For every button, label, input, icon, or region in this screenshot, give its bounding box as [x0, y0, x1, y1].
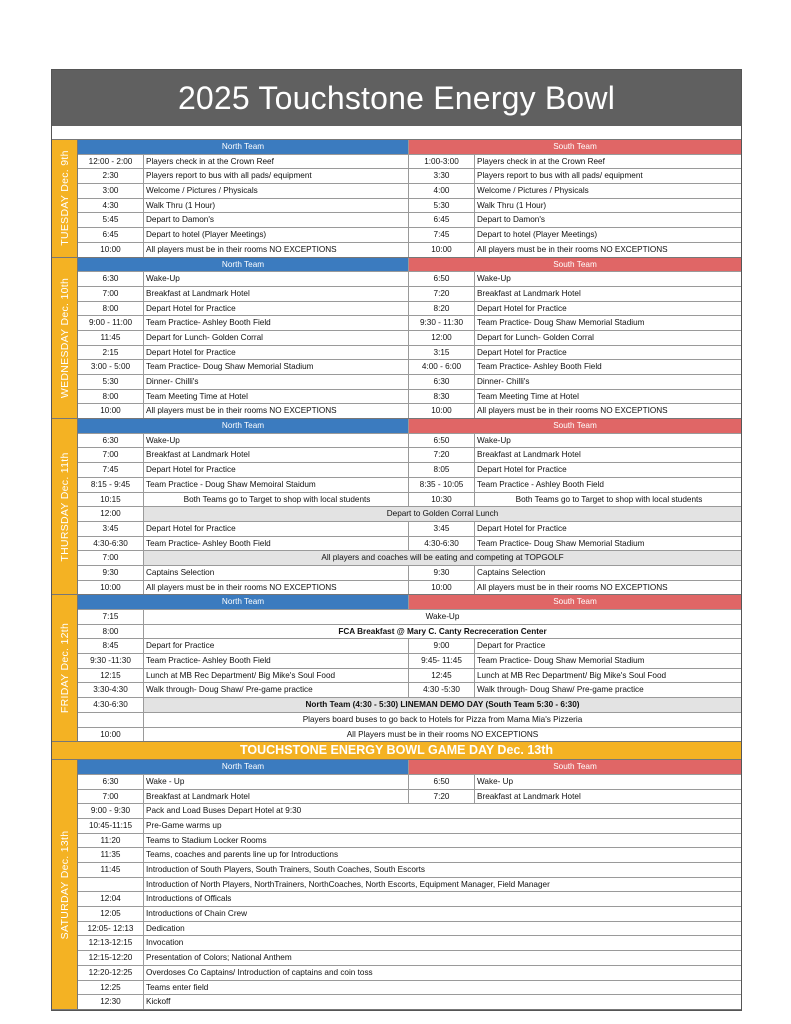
south-activity: Depart for Lunch- Golden Corral: [477, 332, 594, 342]
day-label-text: FRIDAY Dec. 12th: [58, 623, 71, 714]
north-time: 7:00: [78, 287, 144, 301]
north-time: 7:45: [78, 463, 144, 477]
day-rows: [78, 595, 741, 741]
south-time: 12:00: [409, 331, 475, 345]
north-time: 3:00: [78, 184, 144, 198]
schedule-row: [78, 907, 741, 922]
south-activity: Depart Hotel for Practice: [477, 465, 567, 475]
schedule-row: [78, 507, 741, 522]
day-label: [52, 140, 78, 257]
north-activity: Dinner- Chilli's: [144, 375, 409, 389]
south-time: 8:30: [409, 390, 475, 404]
north-time: 10:15: [78, 493, 144, 507]
south-time: 6:50: [409, 272, 475, 286]
north-activity: Team Practice- Doug Shaw Memorial Stadium: [144, 360, 409, 374]
schedule-row: [78, 669, 741, 684]
schedule-row: [78, 434, 741, 449]
north-time: 6:30: [78, 775, 144, 789]
north-time: 3:30-4:30: [78, 683, 144, 697]
south-time: 8:20: [409, 302, 475, 316]
shared-activity: Presentation of Colors; National Anthem: [146, 953, 292, 963]
schedule-row: [78, 316, 741, 331]
north-time: 12:20-12:25: [78, 966, 144, 980]
north-time: 6:30: [78, 272, 144, 286]
north-time: 12:13-12:15: [78, 936, 144, 950]
schedule-row: [78, 184, 741, 199]
day-block-wednesday: [52, 258, 741, 420]
south-time: 10:00: [409, 581, 475, 595]
schedule-row: [78, 155, 741, 170]
south-activity: Team Practice - Ashley Booth Field: [477, 479, 604, 489]
south-time: 10:00: [409, 404, 475, 418]
team-header-row: [78, 140, 741, 155]
north-time: 10:00: [78, 728, 144, 742]
schedule-row: [78, 493, 741, 508]
north-time: 12:30: [78, 995, 144, 1009]
north-time: 9:00 - 9:30: [78, 804, 144, 818]
shared-activity: Introductions of Chain Crew: [146, 909, 248, 919]
page-title: 2025 Touchstone Energy Bowl: [177, 79, 616, 116]
south-time: 1:00-3:00: [409, 155, 475, 169]
south-time: 4:00 - 6:00: [409, 360, 475, 374]
schedule-row: [78, 346, 741, 361]
schedule-row: [78, 228, 741, 243]
shared-activity: Wake-Up: [425, 612, 460, 621]
south-time: 6:30: [409, 375, 475, 389]
schedule-row: [78, 566, 741, 581]
north-activity: Breakfast at Landmark Hotel: [144, 790, 409, 804]
spacer: [52, 126, 741, 140]
north-activity: Wake-Up: [144, 272, 409, 286]
south-activity: All players must be in their rooms NO EXCEPTIONS: [477, 244, 668, 254]
schedule-row: [78, 804, 741, 819]
schedule-row: [78, 478, 741, 493]
schedule-sheet: [51, 69, 742, 1011]
north-activity: Team Practice- Ashley Booth Field: [144, 316, 409, 330]
south-activity: Team Practice- Doug Shaw Memorial Stadium: [477, 538, 645, 548]
north-activity: Depart Hotel for Practice: [144, 346, 409, 360]
shared-activity: Introductions of Officals: [146, 894, 232, 904]
south-activity: Welcome / Pictures / Physicals: [477, 186, 589, 196]
south-activity: Walk through- Doug Shaw/ Pre-game practice: [477, 685, 644, 695]
shared-activity: Overdoses Co Captains/ Introduction of captains and coin toss: [146, 967, 373, 977]
shared-activity: All Players must be in their rooms NO EXCEPTIONS: [346, 729, 539, 739]
north-time: 8:45: [78, 639, 144, 653]
north-activity: Depart Hotel for Practice: [144, 522, 409, 536]
south-time: 3:45: [409, 522, 475, 536]
north-time: 9:30 -11:30: [78, 654, 144, 668]
schedule-row: [78, 360, 741, 375]
south-time: 7:20: [409, 448, 475, 462]
south-time: 10:30: [409, 493, 475, 507]
schedule-row: [78, 243, 741, 257]
south-time: 9:45- 11:45: [409, 654, 475, 668]
south-activity: All players must be in their rooms NO EXCEPTIONS: [477, 582, 668, 592]
shared-activity: Teams to Stadium Locker Rooms: [146, 835, 267, 845]
south-time: 3:15: [409, 346, 475, 360]
north-activity: Lunch at MB Rec Department/ Big Mike's Soul Food: [144, 669, 409, 683]
south-activity: All players must be in their rooms NO EXCEPTIONS: [477, 406, 668, 416]
north-activity: Team Practice- Ashley Booth Field: [144, 654, 409, 668]
schedule-row: [78, 537, 741, 552]
north-activity: Both Teams go to Target to shop with local students: [144, 493, 409, 507]
day-rows: [78, 419, 741, 594]
shared-activity: Introduction of North Players, NorthTrainers, NorthCoaches, North Escorts, Equipment Manager, Field Manager: [146, 879, 550, 889]
north-time: 5:30: [78, 375, 144, 389]
north-time: 7:00: [78, 448, 144, 462]
north-time: 11:35: [78, 848, 144, 862]
north-time: 6:30: [78, 434, 144, 448]
north-time: 12:05- 12:13: [78, 922, 144, 936]
south-time: 6:50: [409, 434, 475, 448]
day-rows: [78, 140, 741, 257]
south-activity: Players report to bus with all pads/ equipment: [477, 171, 643, 181]
shared-activity: Kickoff: [146, 997, 171, 1007]
north-team-header: North Team: [78, 419, 409, 433]
schedule-row: [78, 683, 741, 698]
south-time: 12:45: [409, 669, 475, 683]
south-activity: Both Teams go to Target to shop with local students: [515, 494, 703, 504]
schedule-row: [78, 448, 741, 463]
south-activity: Depart to Damon's: [477, 215, 546, 225]
schedule-row: [78, 375, 741, 390]
schedule-row: [78, 199, 741, 214]
north-activity: Players check in at the Crown Reef: [144, 155, 409, 169]
schedule-row: [78, 863, 741, 878]
schedule-row: [78, 404, 741, 418]
south-team-header: South Team: [409, 419, 741, 433]
schedule-row: [78, 981, 741, 996]
north-time: 12:15: [78, 669, 144, 683]
south-activity: Breakfast at Landmark Hotel: [477, 288, 581, 298]
north-activity: All players must be in their rooms NO EXCEPTIONS: [144, 581, 409, 595]
north-time: 4:30-6:30: [78, 537, 144, 551]
north-time: 11:20: [78, 834, 144, 848]
schedule-row: [78, 713, 741, 728]
north-time: 12:04: [78, 892, 144, 906]
schedule-row: [78, 463, 741, 478]
day-label-text: TUESDAY Dec. 9th: [58, 150, 71, 246]
south-activity: Breakfast at Landmark Hotel: [477, 450, 581, 460]
north-time: 7:00: [78, 790, 144, 804]
south-team-header: South Team: [409, 595, 741, 609]
team-header-row: [78, 760, 741, 775]
team-header-row: [78, 419, 741, 434]
south-time: 9:30: [409, 566, 475, 580]
north-time: 8:00: [78, 302, 144, 316]
north-activity: All players must be in their rooms NO EXCEPTIONS: [144, 404, 409, 418]
schedule-row: [78, 878, 741, 893]
shared-activity: Depart to Golden Corral Lunch: [144, 507, 741, 521]
north-activity: Walk Thru (1 Hour): [144, 199, 409, 213]
south-activity: Breakfast at Landmark Hotel: [477, 791, 581, 801]
schedule-row: [78, 522, 741, 537]
schedule-row: [78, 966, 741, 981]
schedule-row: [78, 169, 741, 184]
north-activity: Depart Hotel for Practice: [144, 302, 409, 316]
south-activity: Team Practice- Doug Shaw Memorial Stadium: [477, 318, 645, 328]
south-team-header: South Team: [409, 760, 741, 774]
north-activity: Captains Selection: [144, 566, 409, 580]
schedule-row: [78, 213, 741, 228]
north-time: [78, 878, 144, 892]
schedule-row: [78, 639, 741, 654]
north-time: 7:15: [78, 610, 144, 624]
day-label-text: WEDNESDAY Dec. 10th: [58, 277, 71, 398]
south-activity: Walk Thru (1 Hour): [477, 200, 547, 210]
shared-activity: Invocation: [146, 938, 184, 948]
south-team-header: South Team: [409, 258, 741, 272]
north-time: 2:30: [78, 169, 144, 183]
schedule-row: [78, 936, 741, 951]
day-rows: [78, 760, 741, 1009]
shared-activity: Pack and Load Buses Depart Hotel at 9:30: [146, 806, 302, 816]
schedule-row: [78, 775, 741, 790]
north-team-header: North Team: [78, 258, 409, 272]
schedule-row: [78, 331, 741, 346]
shared-activity: North Team (4:30 - 5:30) LINEMAN DEMO DAY (South Team 5:30 - 6:30): [144, 698, 741, 712]
south-activity: Dinner- Chilli's: [477, 377, 530, 386]
north-activity: Breakfast at Landmark Hotel: [144, 287, 409, 301]
north-time: 12:25: [78, 981, 144, 995]
schedule-row: [78, 698, 741, 713]
south-team-header: South Team: [409, 140, 741, 154]
north-activity: Team Practice- Ashley Booth Field: [144, 537, 409, 551]
north-time: 4:30: [78, 199, 144, 213]
schedule-row: [78, 790, 741, 805]
north-time: 3:00 - 5:00: [78, 360, 144, 374]
north-activity: Wake-Up: [144, 434, 409, 448]
shared-activity: Teams, coaches and parents line up for Introductions: [146, 850, 339, 860]
south-time: 7:45: [409, 228, 475, 242]
north-time: 10:45-11:15: [78, 819, 144, 833]
shared-activity: Teams enter field: [146, 982, 209, 992]
south-activity: Team Meeting Time at Hotel: [477, 391, 579, 401]
south-time: 9:00: [409, 639, 475, 653]
south-activity: Lunch at MB Rec Department/ Big Mike's Soul Food: [477, 670, 667, 680]
north-time: [78, 713, 144, 727]
north-time: 8:00: [78, 390, 144, 404]
south-time: 8:35 - 10:05: [409, 478, 475, 492]
title-bar: [52, 70, 741, 126]
north-time: 10:00: [78, 243, 144, 257]
south-activity: Players check in at the Crown Reef: [477, 156, 605, 166]
north-activity: All players must be in their rooms NO EXCEPTIONS: [144, 243, 409, 257]
south-time: 10:00: [409, 243, 475, 257]
day-label: [52, 258, 78, 419]
team-header-row: [78, 258, 741, 273]
south-activity: Depart for Practice: [477, 641, 546, 651]
north-time: 12:00: [78, 507, 144, 521]
schedule-row: [78, 728, 741, 742]
schedule-row: [78, 951, 741, 966]
north-time: 8:15 - 9:45: [78, 478, 144, 492]
day-label: [52, 595, 78, 741]
north-time: 7:00: [78, 551, 144, 565]
north-time: 4:30-6:30: [78, 698, 144, 712]
schedule-row: [78, 581, 741, 595]
south-time: 4:30 -5:30: [409, 683, 475, 697]
north-activity: Depart Hotel for Practice: [144, 463, 409, 477]
south-time: 6:50: [409, 775, 475, 789]
north-activity: Team Meeting Time at Hotel: [144, 390, 409, 404]
north-activity: Wake - Up: [144, 775, 409, 789]
shared-activity: Pre-Game warms up: [146, 820, 222, 830]
north-activity: Depart to Damon's: [144, 213, 409, 227]
day-rows: [78, 258, 741, 419]
schedule-row: [78, 610, 741, 625]
south-activity: Depart Hotel for Practice: [477, 347, 567, 357]
day-block-thursday: [52, 419, 741, 595]
south-time: 5:30: [409, 199, 475, 213]
north-time: 12:15-12:20: [78, 951, 144, 965]
north-activity: Team Practice - Doug Shaw Memoiral Staidum: [144, 478, 409, 492]
schedule-row: [78, 834, 741, 849]
day-label-text: SATURDAY Dec. 13th: [58, 830, 71, 939]
team-header-row: [78, 595, 741, 610]
south-time: 9:30 - 11:30: [409, 316, 475, 330]
south-time: 6:45: [409, 213, 475, 227]
north-time: 6:45: [78, 228, 144, 242]
schedule-row: [78, 272, 741, 287]
schedule-row: [78, 995, 741, 1009]
south-activity: Wake- Up: [477, 776, 514, 786]
north-time: 12:05: [78, 907, 144, 921]
day-label: [52, 419, 78, 594]
schedule-row: [78, 390, 741, 405]
schedule-row: [78, 819, 741, 834]
day-block-friday: [52, 595, 741, 742]
south-time: 4:00: [409, 184, 475, 198]
north-team-header: North Team: [78, 760, 409, 774]
shared-activity: Players board buses to go back to Hotels for Pizza from Mama Mia's Pizzeria: [302, 714, 583, 724]
south-time: 3:30: [409, 169, 475, 183]
north-activity: Depart for Lunch- Golden Corral: [144, 331, 409, 345]
day-block-saturday: [52, 760, 741, 1010]
south-time: 7:20: [409, 790, 475, 804]
game-day-banner: TOUCHSTONE ENERGY BOWL GAME DAY Dec. 13th: [52, 742, 741, 760]
south-activity: Team Practice- Ashley Booth Field: [477, 362, 602, 372]
south-activity: Wake-Up: [477, 274, 511, 284]
shared-activity: Introduction of South Players, South Trainers, South Coaches, South Escorts: [146, 865, 425, 874]
north-activity: Depart to hotel (Player Meetings): [144, 228, 409, 242]
north-time: 2:15: [78, 346, 144, 360]
north-time: 11:45: [78, 331, 144, 345]
shared-activity: FCA Breakfast @ Mary C. Canty Recreceration Center: [338, 626, 547, 636]
day-label-text: THURSDAY Dec. 11th: [58, 452, 71, 562]
north-time: 3:45: [78, 522, 144, 536]
north-time: 10:00: [78, 581, 144, 595]
north-activity: Players report to bus with all pads/ equipment: [144, 169, 409, 183]
north-time: 10:00: [78, 404, 144, 418]
schedule-row: [78, 302, 741, 317]
north-activity: Welcome / Pictures / Physicals: [144, 184, 409, 198]
shared-activity: Dedication: [146, 923, 185, 933]
south-time: 8:05: [409, 463, 475, 477]
north-time: 9:00 - 11:00: [78, 316, 144, 330]
day-label: [52, 760, 78, 1009]
north-time: 12:00 - 2:00: [78, 155, 144, 169]
schedule-row: [78, 922, 741, 937]
schedule-row: [78, 287, 741, 302]
north-team-header: North Team: [78, 140, 409, 154]
shared-activity: All players and coaches will be eating and competing at TOPGOLF: [144, 551, 741, 565]
south-time: 7:20: [409, 287, 475, 301]
south-activity: Depart Hotel for Practice: [477, 303, 567, 313]
north-time: 11:45: [78, 863, 144, 877]
north-activity: Breakfast at Landmark Hotel: [144, 448, 409, 462]
south-activity: Depart to hotel (Player Meetings): [477, 230, 598, 240]
day-block-tuesday: [52, 140, 741, 258]
south-activity: Captains Selection: [477, 567, 546, 577]
schedule-row: [78, 625, 741, 640]
south-activity: Team Practice- Doug Shaw Memorial Stadium: [477, 656, 645, 666]
north-time: 9:30: [78, 566, 144, 580]
south-activity: Wake-Up: [477, 435, 511, 445]
south-activity: Depart Hotel for Practice: [477, 523, 567, 533]
north-time: 8:00: [78, 625, 144, 639]
schedule-row: [78, 848, 741, 863]
schedule-row: [78, 654, 741, 669]
north-team-header: North Team: [78, 595, 409, 609]
south-time: 4:30-6:30: [409, 537, 475, 551]
north-activity: Walk through- Doug Shaw/ Pre-game practice: [144, 683, 409, 697]
north-time: 5:45: [78, 213, 144, 227]
schedule-row: [78, 892, 741, 907]
schedule-row: [78, 551, 741, 566]
north-activity: Depart for Practice: [144, 639, 409, 653]
